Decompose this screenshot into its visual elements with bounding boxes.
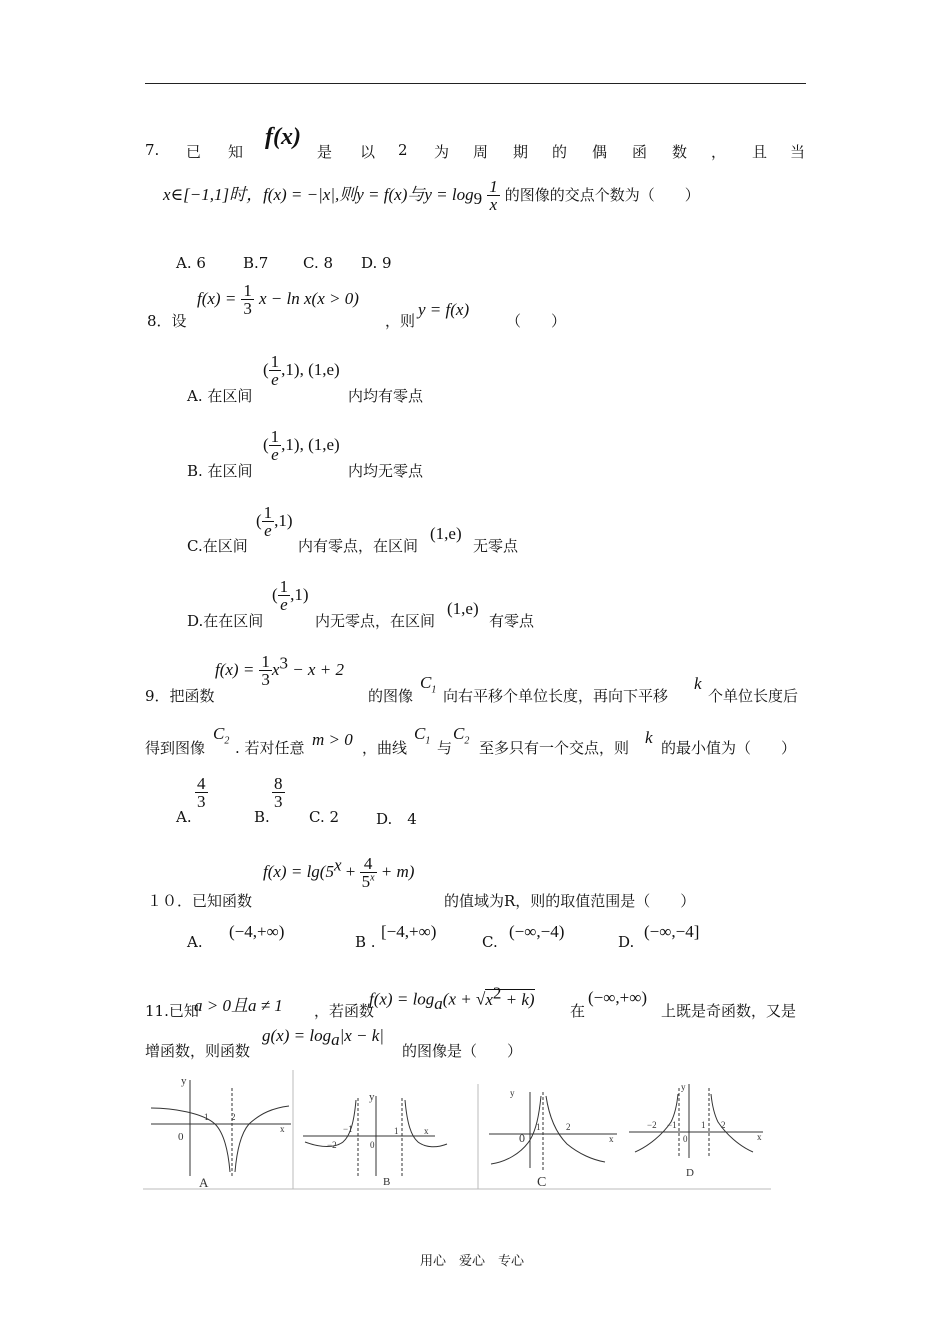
q9-line2-d: 与 xyxy=(437,739,453,757)
graph-a-tick-2: 2 xyxy=(231,1112,236,1122)
interval-rest: ,1), (1,e) xyxy=(281,360,340,379)
q9-fraction xyxy=(259,653,272,688)
graph-a-tick-1: 1 xyxy=(204,1112,209,1122)
q8-option-d-mid: 内无零点，在区间 xyxy=(315,612,436,630)
q9-c2b xyxy=(453,724,469,746)
graph-d-tick-1: 1 xyxy=(701,1120,706,1130)
q9-text-3: 个单位长度后 xyxy=(708,687,799,705)
q10-formula xyxy=(263,855,414,890)
paren: ( xyxy=(263,360,269,379)
graph-b-tick-m2: −2 xyxy=(327,1140,337,1150)
graph-d-x-label: x xyxy=(757,1132,762,1142)
q11-f-arg: (x + √ xyxy=(442,989,486,1009)
frac-den: e xyxy=(262,521,275,539)
graph-d-tick-m1: −1 xyxy=(667,1120,677,1130)
q7-fraction xyxy=(487,178,500,213)
graph-d xyxy=(629,1082,763,1179)
graph-c-right-branch xyxy=(546,1096,605,1162)
graph-b-origin: 0 xyxy=(370,1140,375,1150)
q8-fx-rhs: x − ln x(x > 0) xyxy=(259,289,359,308)
paren: ( xyxy=(272,585,278,604)
graph-d-origin: 0 xyxy=(683,1134,688,1144)
frac-den: e xyxy=(278,595,291,613)
graph-d-tick-2: 2 xyxy=(721,1120,726,1130)
q9-c1b xyxy=(414,724,430,746)
q7-word: 已 xyxy=(186,143,202,161)
frac-num: 4 xyxy=(363,854,373,873)
frac-den-exp: x xyxy=(370,872,375,884)
q8-option-b-pre: B. 在区间 xyxy=(187,462,253,480)
radicand-x: x xyxy=(485,989,493,1009)
q7-word: 偶 xyxy=(592,143,608,161)
frac-den: e xyxy=(269,445,282,463)
page-footer: 用心 爱心 专心 xyxy=(420,1254,525,1269)
frac-num: 1 xyxy=(263,503,273,522)
graph-a-y-label: y xyxy=(181,1075,187,1087)
q8-fx-lhs: f(x) = xyxy=(197,289,237,308)
q10-number: １０．已知函数 xyxy=(147,892,253,910)
q9-option-b: B. xyxy=(254,808,270,826)
q9-line2-c: ，曲线 xyxy=(362,739,408,757)
q8-then: ，则 xyxy=(385,312,416,330)
q10-option-b-value: [−4,+∞) xyxy=(381,922,437,941)
q8-option-d-post: 有零点 xyxy=(489,612,535,630)
q9-line2-b: . 若对任意 xyxy=(235,739,305,757)
c1-letter: C xyxy=(420,673,432,692)
q7-word: 当 xyxy=(790,143,806,161)
q10-fx-rhs: + m) xyxy=(376,862,415,881)
c2-letter: C xyxy=(213,724,225,743)
header-rule xyxy=(145,83,806,84)
q8-option-c-interval xyxy=(256,504,293,539)
q8-paren: （ ） xyxy=(506,312,567,330)
radicand-k: + k) xyxy=(501,989,535,1009)
q10-option-d: D. xyxy=(618,933,635,951)
q7-word: 函 xyxy=(632,143,648,161)
graph-c-tick-1: 1 xyxy=(536,1122,541,1132)
q10-option-c: C. xyxy=(482,933,498,951)
interval-rest: ,1) xyxy=(274,511,293,530)
q8-e-fraction xyxy=(269,428,282,463)
paren: ( xyxy=(256,511,262,530)
q8-option-c-pre: C.在区间 xyxy=(187,537,248,555)
q11-condition: a > 0且a ≠ 1 xyxy=(194,996,283,1015)
frac-den xyxy=(360,872,377,890)
q7-word: 为 xyxy=(434,143,450,161)
q9-line2-e: 至多只有一个交点，则 xyxy=(479,739,630,757)
q11-formula-f xyxy=(369,983,535,1014)
q11-text-2: 在 xyxy=(570,1002,586,1020)
frac-num: 1 xyxy=(270,352,280,371)
q11-line2-a: 增函数，则函数 xyxy=(145,1042,251,1060)
q8-y: y = f(x) xyxy=(418,300,470,319)
q8-frac-num: 1 xyxy=(243,281,252,300)
q9-option-d: D. 4 xyxy=(376,810,417,828)
q10-plus: + xyxy=(341,862,360,881)
q9-fx-lhs: f(x) = xyxy=(215,660,255,679)
frac-den: 3 xyxy=(197,792,206,811)
q8-e-fraction xyxy=(269,353,282,388)
graph-c-tick-2: 2 xyxy=(566,1122,571,1132)
q8-e-fraction xyxy=(278,578,291,613)
q8-option-c-post: 无零点 xyxy=(473,537,519,555)
q7-log-base: 9 xyxy=(473,189,483,209)
q9-line2-f: 的最小值为（ ） xyxy=(661,739,797,757)
graph-b-right-branch xyxy=(405,1100,447,1147)
q8-number: 8．设 xyxy=(147,312,187,330)
q9-option-a-fraction xyxy=(195,775,208,810)
q9-k: k xyxy=(694,674,702,693)
graph-b-x-label: x xyxy=(424,1126,429,1136)
graph-a-origin: 0 xyxy=(178,1131,184,1143)
q7-word: 以 xyxy=(360,143,376,161)
q9-fx-rhs: − x + 2 xyxy=(287,660,344,679)
q7-fx: f(x) xyxy=(265,124,301,150)
graph-c-origin: 0 xyxy=(519,1131,525,1145)
q7-option-d: D. 9 xyxy=(361,254,392,272)
q9-formula xyxy=(215,653,344,688)
q7-word: 2 xyxy=(398,141,408,159)
frac-den: 3 xyxy=(261,670,270,689)
q9-number: 9．把函数 xyxy=(145,687,215,705)
q9-k2: k xyxy=(645,728,653,747)
q8-option-a-pre: A. 在区间 xyxy=(187,387,253,405)
q10-exp1: x xyxy=(333,855,342,875)
q7-word: ， xyxy=(711,143,727,161)
q9-x: x xyxy=(271,660,280,679)
graph-a-right-branch xyxy=(235,1106,289,1172)
q9-c2 xyxy=(213,724,229,746)
q11-line2-b: 的图像是（ ） xyxy=(402,1042,523,1060)
graph-a-x-label: x xyxy=(280,1124,285,1134)
q10-fx-lhs: f(x) = lg(5 xyxy=(263,862,334,881)
q8-frac-den: 3 xyxy=(243,299,252,318)
graph-c xyxy=(489,1088,617,1190)
q11-graph-options xyxy=(143,1068,771,1192)
q9-line2-a: 得到图像 xyxy=(145,739,206,757)
q7-word: 的 xyxy=(552,143,568,161)
graph-d-tick-m2: −2 xyxy=(647,1120,657,1130)
c1-sub: 1 xyxy=(425,735,431,747)
q9-m: m > 0 xyxy=(312,730,353,749)
q7-number: 7. xyxy=(145,141,160,159)
q9-text-2: 向右平移个单位长度，再向下平移 xyxy=(443,687,669,705)
q8-option-d-interval xyxy=(272,578,309,613)
c2-sub: 2 xyxy=(464,735,470,747)
q8-fraction xyxy=(241,282,254,317)
q7-option-b: B.7 xyxy=(243,254,269,272)
graph-b-label: B xyxy=(383,1176,391,1188)
frac-num: 1 xyxy=(279,577,289,596)
interval-rest: ,1) xyxy=(290,585,309,604)
q7-frac-den: x xyxy=(487,195,500,213)
graph-b-tick-1: 1 xyxy=(394,1126,399,1136)
graph-a-label: A xyxy=(199,1175,209,1190)
graph-c-label: C xyxy=(537,1175,547,1190)
q9-text-1: 的图像 xyxy=(368,687,414,705)
q7-word: 数 xyxy=(672,143,688,161)
frac-num: 1 xyxy=(261,652,270,671)
q8-option-d-interval2: (1,e) xyxy=(447,599,479,618)
q8-option-c-interval2: (1,e) xyxy=(430,524,462,543)
q7-question: 的图像的交点个数为（ ） xyxy=(504,186,700,204)
c2-sub: 2 xyxy=(224,735,230,747)
q9-option-a: A. xyxy=(176,808,192,826)
graph-d-label: D xyxy=(686,1167,694,1179)
q7-option-c: C. 8 xyxy=(303,254,334,272)
frac-den: 3 xyxy=(274,792,283,811)
graph-d-y-label: y xyxy=(681,1082,686,1092)
frac-num: 1 xyxy=(270,427,280,446)
q11-f-radicand xyxy=(485,983,535,1009)
q8-option-a-post: 内均有零点 xyxy=(348,387,424,405)
frac-num: 4 xyxy=(197,774,206,793)
graph-b xyxy=(303,1091,447,1188)
interval-rest: ,1), (1,e) xyxy=(281,435,340,454)
q9-option-c: C. 2 xyxy=(309,808,340,826)
q7-option-a: A. 6 xyxy=(176,254,206,272)
q8-e-fraction xyxy=(262,504,275,539)
q7-word: 知 xyxy=(228,143,244,161)
frac-num: 8 xyxy=(274,774,283,793)
radicand-exp: 2 xyxy=(492,983,502,1002)
graph-b-y-label: y xyxy=(369,1091,375,1103)
q8-option-c-mid: 内有零点，在区间 xyxy=(298,537,419,555)
q8-option-b-interval xyxy=(263,428,340,463)
graph-c-x-label: x xyxy=(609,1134,614,1144)
graph-d-right-branch xyxy=(711,1094,753,1152)
q7-word: 且 xyxy=(752,143,768,161)
graph-b-tick-m1: −1 xyxy=(343,1124,353,1134)
graph-c-y-label: y xyxy=(510,1088,515,1098)
q11-text-3: 上既是奇函数，又是 xyxy=(661,1002,797,1020)
graph-a xyxy=(151,1075,291,1190)
q11-g-log: g(x) = log xyxy=(262,1026,332,1045)
q7-word: 期 xyxy=(513,143,529,161)
q10-option-b: B . xyxy=(355,933,376,951)
graph-c-left-branch xyxy=(491,1096,541,1164)
frac-den-base: 5 xyxy=(361,872,371,891)
q10-option-a: A. xyxy=(187,933,203,951)
q11-f-base: a xyxy=(434,993,443,1013)
c1-letter: C xyxy=(414,724,426,743)
q7-line2 xyxy=(163,178,700,213)
q9-c1 xyxy=(420,673,436,695)
q7-frac-num: 1 xyxy=(489,177,498,196)
q11-number: 11.已知 xyxy=(145,1002,199,1020)
frac-den: e xyxy=(269,370,282,388)
q11-f-log: f(x) = log xyxy=(369,989,435,1009)
q10-fraction xyxy=(360,855,377,890)
q11-g-base: a xyxy=(331,1030,340,1050)
q8-option-a-interval xyxy=(263,353,340,388)
c1-sub: 1 xyxy=(431,684,437,696)
q10-option-a-value: (−4,+∞) xyxy=(229,922,285,941)
q11-g-arg: |x − k| xyxy=(339,1026,384,1045)
q9-exponent: 3 xyxy=(279,653,288,673)
q10-question: 的值域为R，则的取值范围是（ ） xyxy=(444,892,696,910)
q11-interval: (−∞,+∞) xyxy=(588,988,647,1007)
q7-condition: x∈[−1,1]时，f(x) = −|x|,则y = f(x)与y = log xyxy=(163,185,474,204)
q11-text-1: ，若函数 xyxy=(314,1002,375,1020)
q9-option-b-fraction xyxy=(272,775,285,810)
q7-word: 周 xyxy=(473,143,489,161)
q8-formula xyxy=(197,282,359,317)
q10-option-c-value: (−∞,−4) xyxy=(509,922,565,941)
c2-letter: C xyxy=(453,724,465,743)
q8-option-d-pre: D.在在区间 xyxy=(187,612,264,630)
q11-formula-g xyxy=(262,1026,384,1050)
paren: ( xyxy=(263,435,269,454)
q10-option-d-value: (−∞,−4] xyxy=(644,922,700,941)
q8-option-b-post: 内均无零点 xyxy=(348,462,424,480)
q7-word: 是 xyxy=(317,143,333,161)
